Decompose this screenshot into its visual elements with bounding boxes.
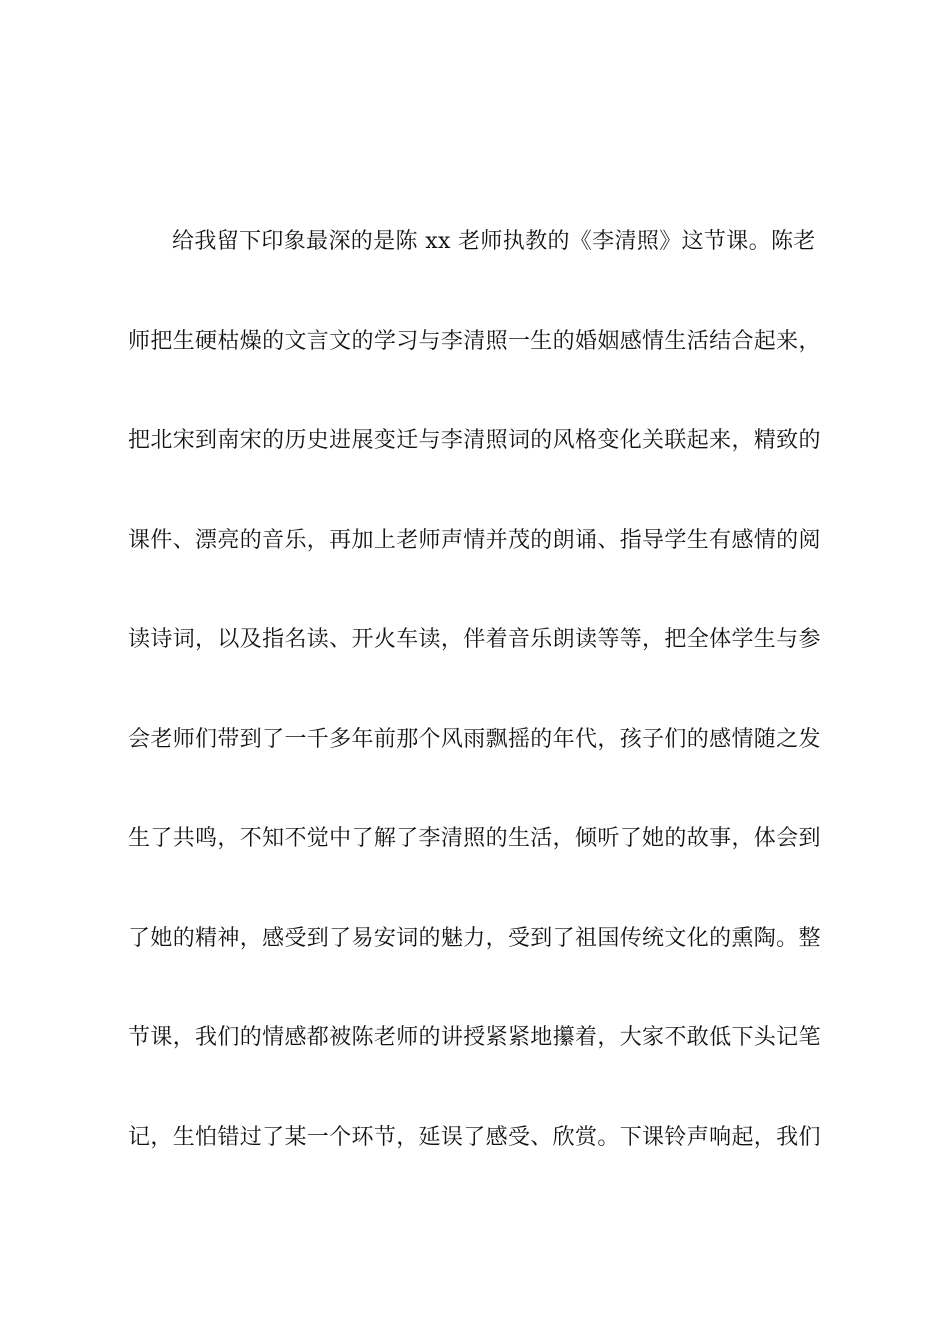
paragraph-line: 了她的精神，感受到了易安词的魅力，受到了祖国传统文化的熏陶。整 bbox=[128, 925, 821, 951]
body-paragraph bbox=[128, 222, 828, 1217]
paragraph-line: 把北宋到南宋的历史进展变迁与李清照词的风格变化关联起来，精致的 bbox=[128, 428, 821, 453]
paragraph-line: 师把生硬枯燥的文言文的学习与李清照一生的婚姻感情生活结合起来， bbox=[128, 328, 821, 354]
paragraph-line: 生了共鸣，不知不觉中了解了李清照的生活，倾听了她的故事，体会到 bbox=[128, 826, 821, 851]
paragraph-line: 节课，我们的情感都被陈老师的讲授紧紧地攥着，大家不敢低下头记笔 bbox=[128, 1025, 821, 1050]
paragraph-line: 给我留下印象最深的是陈 xx 老师执教的《李清照》这节课。陈老 bbox=[172, 229, 816, 254]
paragraph-line: 记，生怕错过了某一个环节，延误了感受、欣赏。下课铃声响起，我们 bbox=[128, 1124, 821, 1150]
paragraph-line: 会老师们带到了一千多年前那个风雨飘摇的年代，孩子们的感情随之发 bbox=[128, 726, 821, 752]
paragraph-line: 读诗词，以及指名读、开火车读，伴着音乐朗读等等，把全体学生与参 bbox=[128, 627, 821, 652]
paragraph-line: 课件、漂亮的音乐，再加上老师声情并茂的朗诵、指导学生有感情的阅 bbox=[128, 527, 821, 553]
